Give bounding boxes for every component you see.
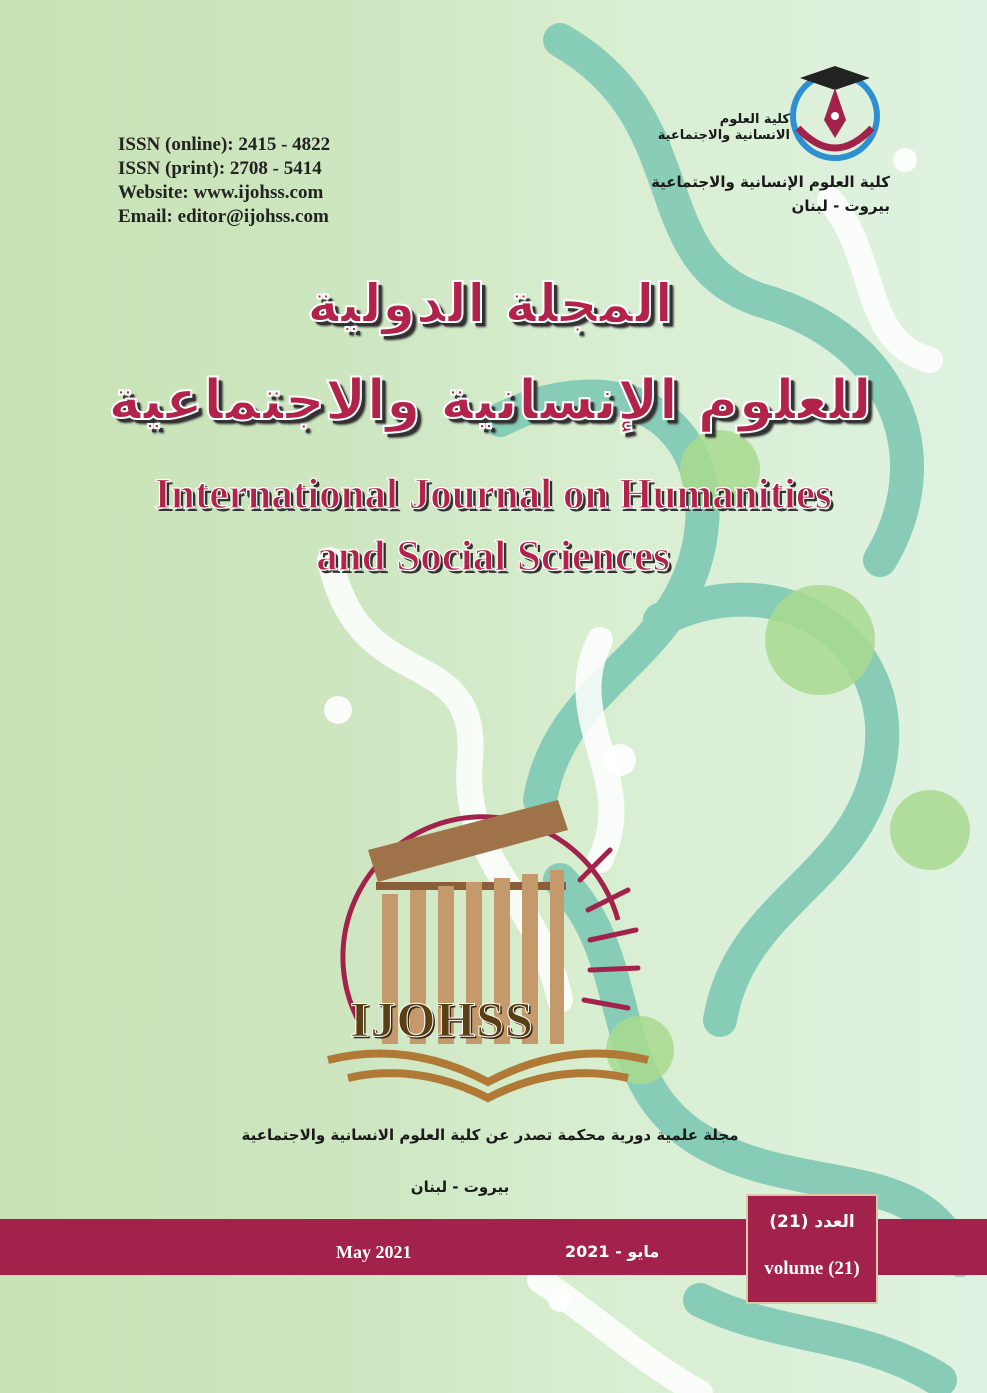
arabic-title-line1: المجلة الدولية <box>306 272 674 335</box>
college-block <box>600 170 890 218</box>
issn-print: ISSN (print): 2708 - 5414 <box>118 158 322 179</box>
issn-online: ISSN (online): 2415 - 4822 <box>118 134 331 155</box>
emblem-label: IJOHSS <box>350 991 534 1047</box>
open-book-icon <box>328 1054 648 1098</box>
issue-box <box>746 1194 878 1304</box>
website-link[interactable]: Website: www.ijohss.com <box>118 182 324 203</box>
issue-english: volume (21) <box>764 1258 860 1279</box>
logo-text-line1: كلية العلوم <box>719 112 790 127</box>
issue-arabic: العدد (21) <box>769 1212 855 1232</box>
date-arabic: مايو - 2021 <box>565 1242 660 1261</box>
journal-subtitle: مجلة علمية دورية محكمة تصدر عن كلية العلوم الانسانية والاجتماعية <box>241 1126 739 1144</box>
college-location: بيروت - لبنان <box>791 197 890 215</box>
logo-text-line2: الانسانية والاجتماعية <box>657 128 790 143</box>
date-english: May 2021 <box>336 1242 412 1262</box>
college-logo <box>780 58 890 168</box>
journal-emblem <box>318 790 658 1120</box>
issn-block <box>118 133 330 229</box>
logo-text <box>640 112 790 144</box>
email-link[interactable]: Email: editor@ijohss.com <box>118 206 329 227</box>
english-title-line2: and Social Sciences <box>316 533 670 580</box>
footer-location: بيروت - لبنان <box>410 1178 510 1196</box>
arabic-title-line2: للعلوم الإنسانية والاجتماعية <box>108 368 872 433</box>
english-title-line1: International Journal on Humanities <box>154 471 832 518</box>
college-name: كلية العلوم الإنسانية والاجتماعية <box>651 173 890 191</box>
